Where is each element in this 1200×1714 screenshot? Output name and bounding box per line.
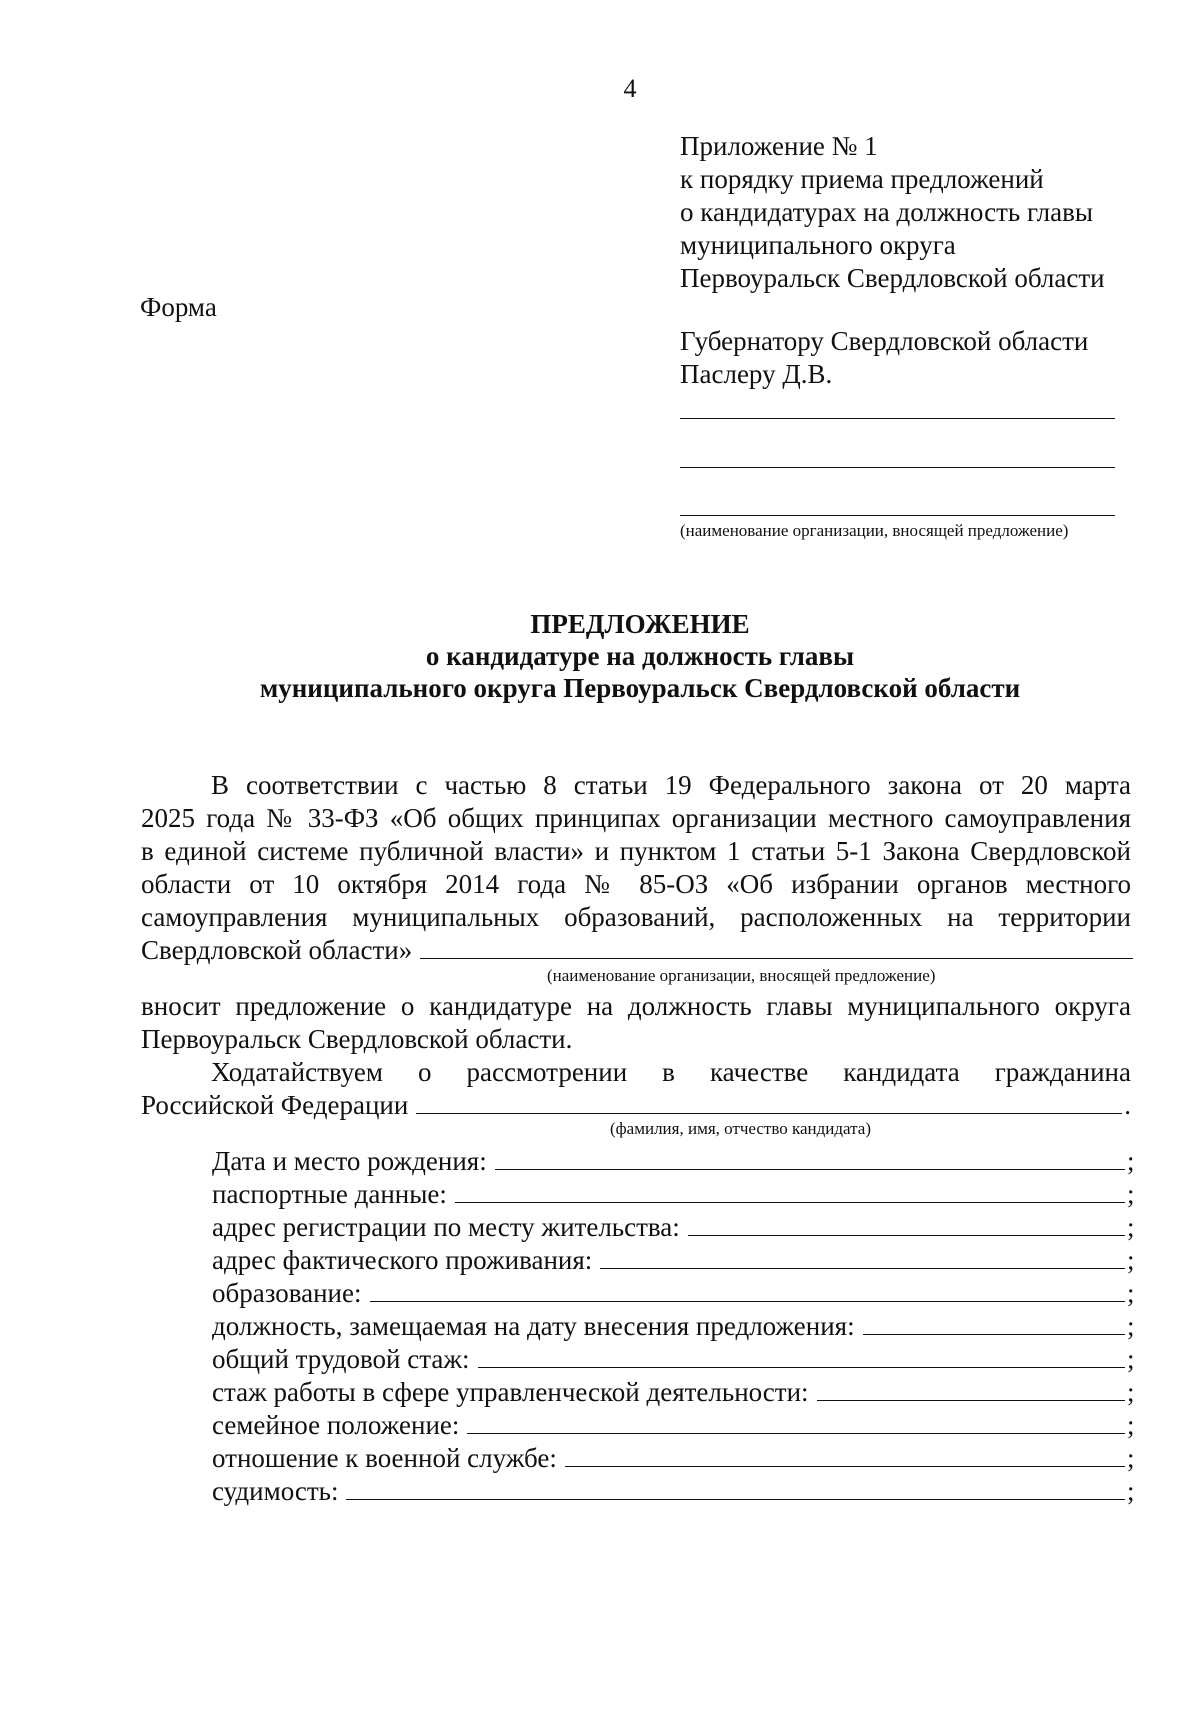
field-criminal-record xyxy=(212,1475,1137,1508)
title-main: ПРЕДЛОЖЕНИЕ xyxy=(530,609,750,639)
appendix-line: муниципального округа xyxy=(680,230,956,260)
body-line: области от 10 октября 2014 года № 85-ОЗ «Об избрании органов местного xyxy=(141,869,1131,899)
field-end: ; xyxy=(1127,1245,1135,1275)
org-name-input-line[interactable] xyxy=(420,936,1133,959)
document-title xyxy=(0,608,1200,704)
field-education xyxy=(212,1277,1137,1310)
field-end: ; xyxy=(1127,1212,1135,1242)
field-input-line[interactable] xyxy=(688,1213,1125,1236)
appendix-line: Приложение № 1 xyxy=(680,131,878,161)
addressee-line: Паслеру Д.В. xyxy=(680,359,833,389)
field-birth xyxy=(212,1145,1137,1178)
org-blank-line-2[interactable] xyxy=(680,467,1115,468)
field-registration-address xyxy=(212,1211,1137,1244)
page-number: 4 xyxy=(623,74,637,103)
field-military-service xyxy=(212,1442,1137,1475)
field-end: ; xyxy=(1127,1377,1135,1407)
field-label: стаж работы в сфере управленческой деятельности: xyxy=(212,1377,809,1407)
body-line: вносит предложение о кандидатуре на должность главы муниципального округа xyxy=(141,991,1131,1021)
addressee-line: Губернатору Свердловской области xyxy=(680,326,1089,356)
field-label: общий трудовой стаж: xyxy=(212,1344,470,1374)
field-end: ; xyxy=(1127,1146,1135,1176)
field-passport xyxy=(212,1178,1137,1211)
org-input-row xyxy=(141,934,1135,967)
body-line-tail: Свердловской области» xyxy=(141,935,413,965)
field-label: семейное положение: xyxy=(212,1410,460,1440)
field-position xyxy=(212,1310,1137,1343)
field-label: адрес регистрации по месту жительства: xyxy=(212,1212,680,1242)
body-line-tail: Российской Федерации xyxy=(141,1090,409,1120)
appendix-line: о кандидатурах на должность главы xyxy=(680,197,1093,227)
candidate-caption: (фамилия, имя, отчество кандидата) xyxy=(610,1119,872,1138)
candidate-name-input-line[interactable] xyxy=(416,1091,1122,1114)
field-input-line[interactable] xyxy=(863,1312,1125,1335)
title-line: муниципального округа Первоуральск Свердловской области xyxy=(259,673,1021,703)
appendix-header xyxy=(680,130,1105,295)
field-label: судимость: xyxy=(212,1476,339,1506)
field-label: образование: xyxy=(212,1278,362,1308)
field-input-line[interactable] xyxy=(370,1279,1126,1302)
field-input-line[interactable] xyxy=(346,1477,1125,1500)
field-end: ; xyxy=(1127,1311,1135,1341)
field-label: Дата и место рождения: xyxy=(212,1146,487,1176)
field-input-line[interactable] xyxy=(478,1345,1125,1368)
sentence-end: . xyxy=(1124,1090,1131,1120)
field-input-line[interactable] xyxy=(495,1147,1125,1170)
field-management-experience xyxy=(212,1376,1137,1409)
field-input-line[interactable] xyxy=(455,1180,1125,1203)
field-label: адрес фактического проживания: xyxy=(212,1245,593,1275)
title-line: о кандидатуре на должность главы xyxy=(425,641,855,671)
field-actual-address xyxy=(212,1244,1137,1277)
field-label: отношение к военной службе: xyxy=(212,1443,557,1473)
field-marital-status xyxy=(212,1409,1137,1442)
field-end: ; xyxy=(1127,1443,1135,1473)
org-blank-line-3[interactable] xyxy=(680,515,1115,516)
field-end: ; xyxy=(1127,1410,1135,1440)
candidate-input-row xyxy=(141,1089,1131,1122)
field-input-line[interactable] xyxy=(817,1378,1125,1401)
addressee-block xyxy=(680,325,1088,391)
field-input-line[interactable] xyxy=(600,1246,1125,1269)
org-caption: (наименование организации, вносящей предложение) xyxy=(680,521,1069,540)
field-end: ; xyxy=(1127,1179,1135,1209)
org-caption-inline: (наименование организации, вносящей предложение) xyxy=(547,966,936,985)
body-line: 2025 года № 33-ФЗ «Об общих принципах организации местного самоуправления xyxy=(141,803,1131,833)
field-end: ; xyxy=(1127,1344,1135,1374)
field-input-line[interactable] xyxy=(467,1411,1125,1434)
field-total-experience xyxy=(212,1343,1137,1376)
body-line: в единой системе публичной власти» и пунктом 1 статьи 5-1 Закона Свердловской xyxy=(141,836,1131,866)
org-blank-line-1[interactable] xyxy=(680,418,1115,419)
field-end: ; xyxy=(1127,1476,1135,1506)
appendix-line: Первоуральск Свердловской области xyxy=(680,263,1105,293)
form-label: Форма xyxy=(140,292,217,322)
field-label: паспортные данные: xyxy=(212,1179,447,1209)
field-end: ; xyxy=(1127,1278,1135,1308)
appendix-line: к порядку приема предложений xyxy=(680,164,1044,194)
body-line: Ходатайствуем о рассмотрении в качестве кандидата гражданина xyxy=(211,1057,1131,1087)
body-line: самоуправления муниципальных образований, расположенных на территории xyxy=(141,902,1131,932)
body-line: Первоуральск Свердловской области. xyxy=(141,1024,573,1054)
field-label: должность, замещаемая на дату внесения предложения: xyxy=(212,1311,855,1341)
body-line: В соответствии с частью 8 статьи 19 Федерального закона от 20 марта xyxy=(211,770,1131,800)
field-input-line[interactable] xyxy=(565,1444,1125,1467)
